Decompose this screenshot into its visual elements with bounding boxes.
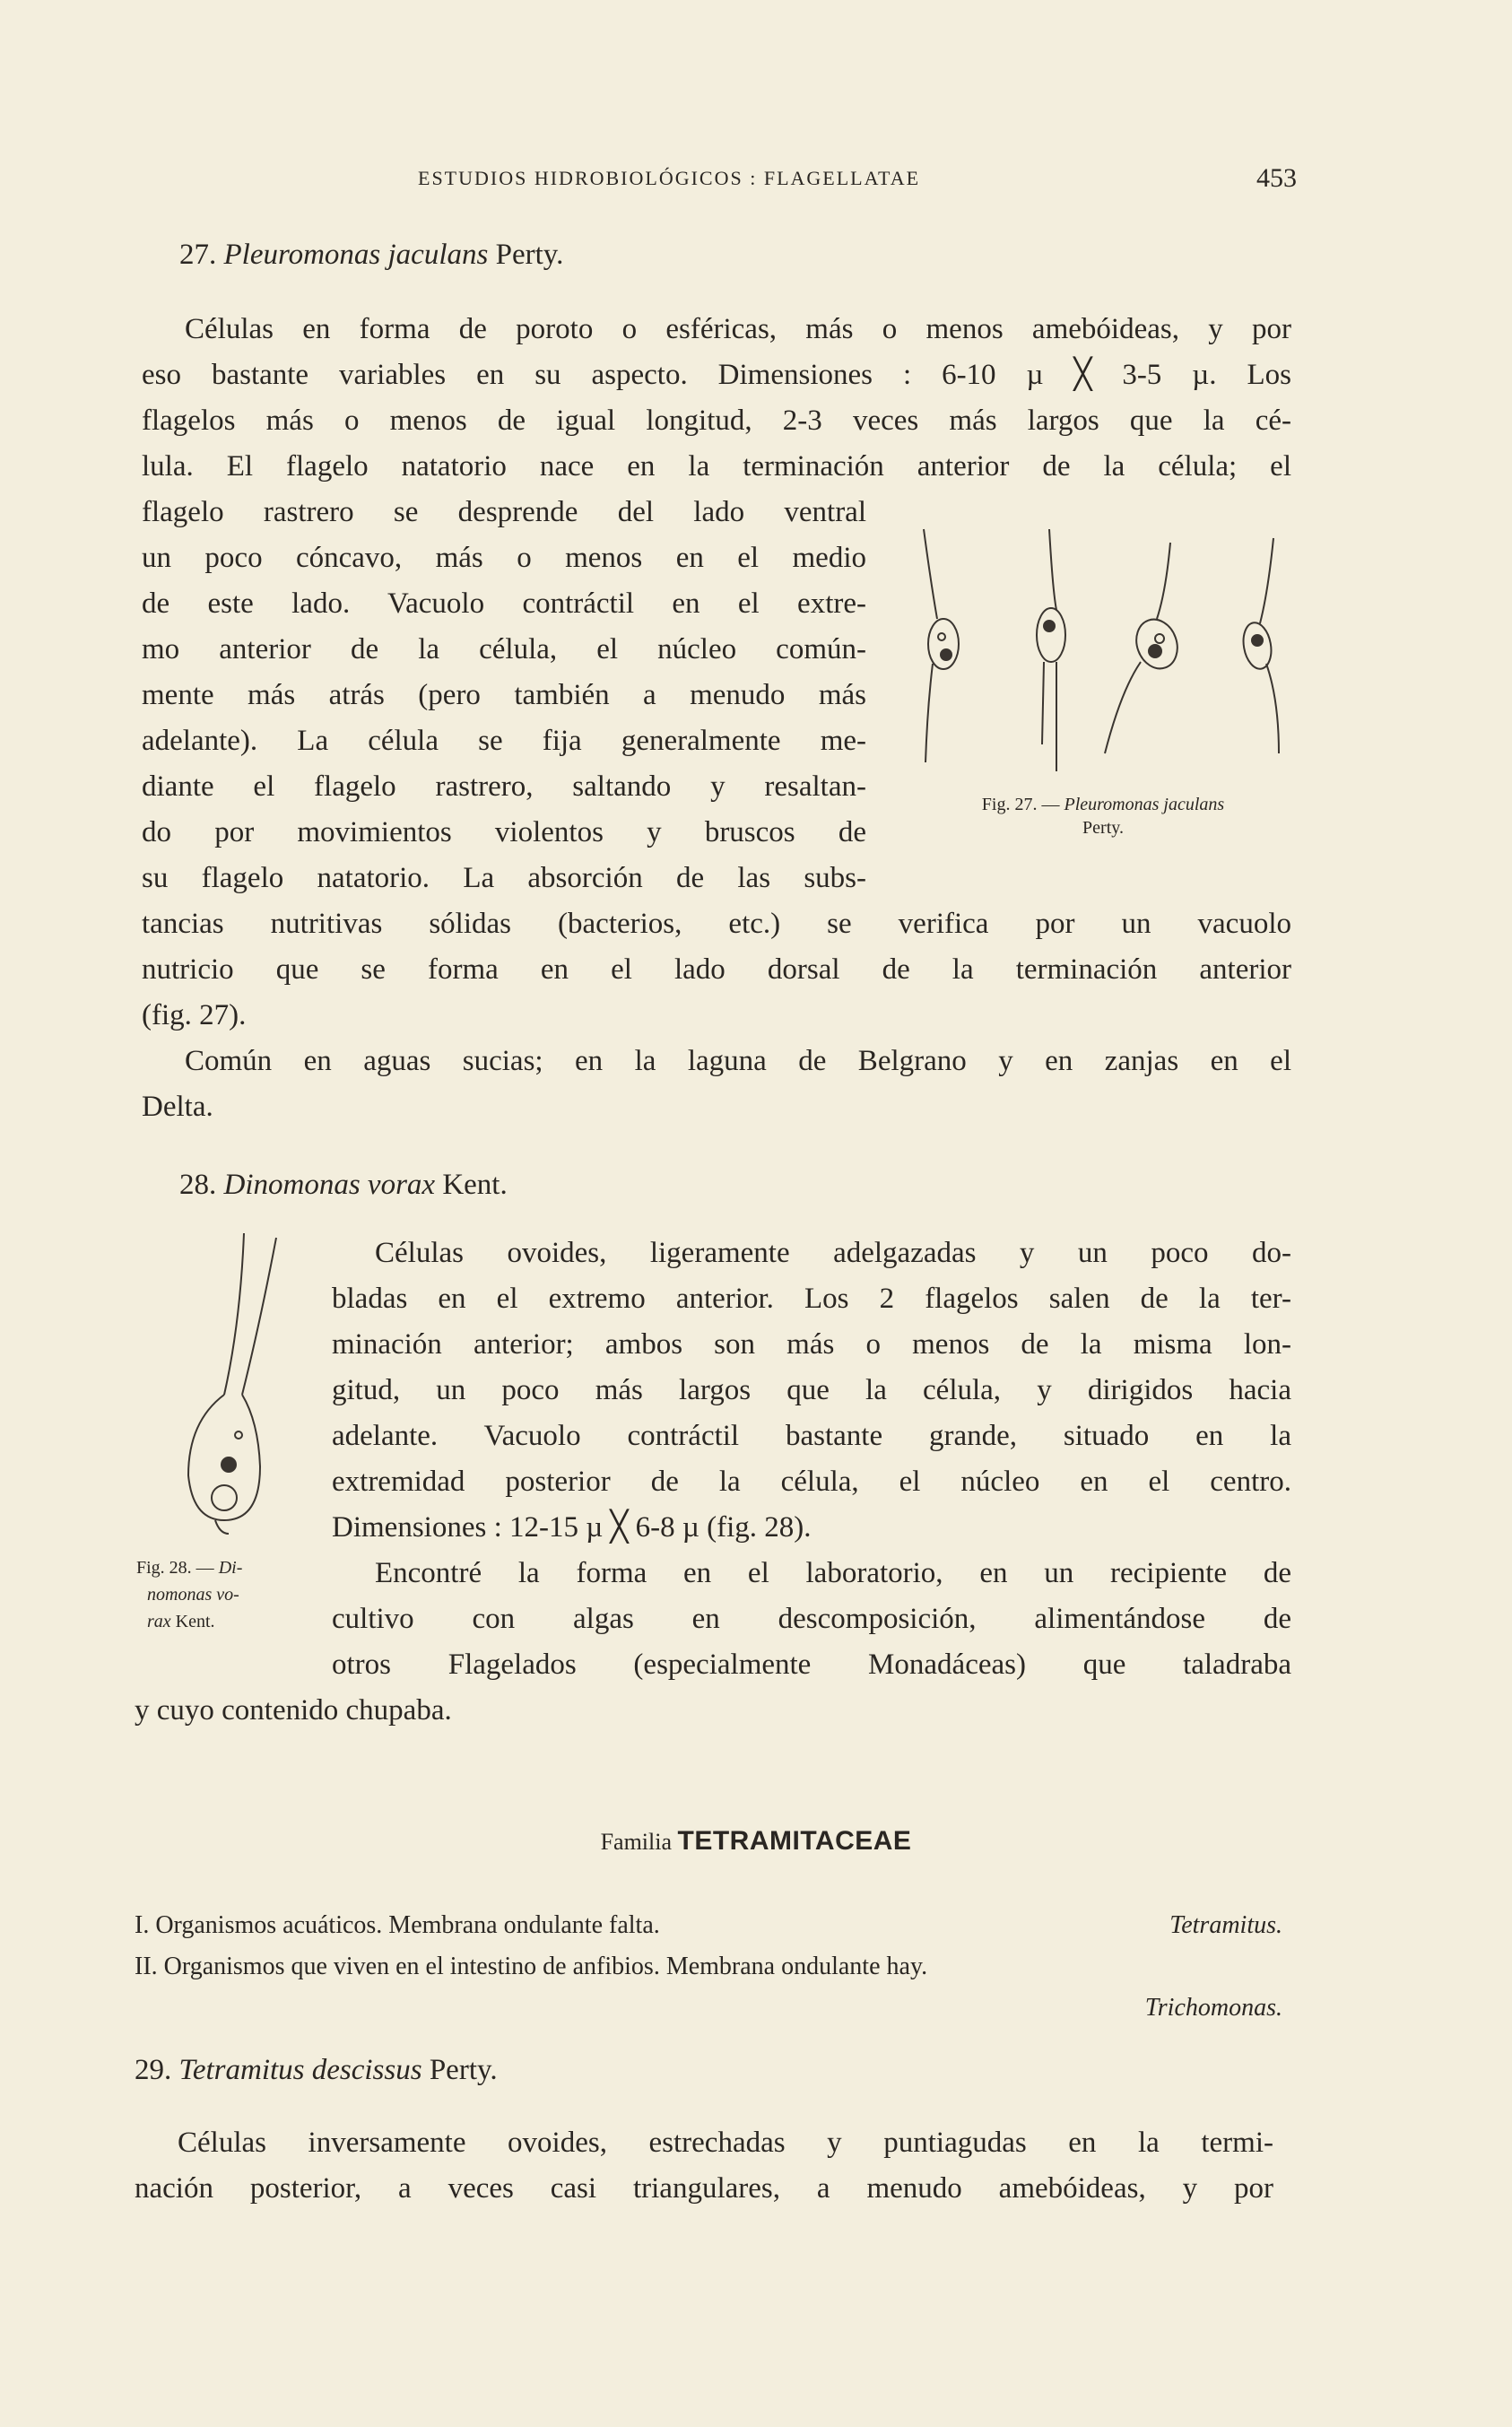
- figure-27-illustration: [906, 511, 1300, 780]
- text-line: nutricio que se forma en el lado dorsal de la terminación anterior: [142, 953, 1291, 986]
- page-header: [135, 163, 1297, 199]
- text-line: diante el flagelo rastrero, saltando y resaltan-: [142, 770, 866, 803]
- text-line: su flagelo natatorio. La absorción de las subs-: [142, 862, 866, 894]
- text-line: do por movimientos violentos y bruscos de: [142, 816, 866, 848]
- species-28-author: Kent.: [442, 1169, 508, 1201]
- text-line: eso bastante variables en su aspecto. Dimensiones : 6-10 µ ╳ 3-5 µ. Los: [142, 359, 1291, 391]
- species-27-number: 27.: [179, 239, 217, 271]
- dinomonas-drawing: [161, 1233, 305, 1547]
- species-29-title: [135, 2054, 498, 2087]
- key-row: [135, 1905, 1282, 1946]
- key-row-text: II. Organismos que viven en el intestino de anfibios. Membrana ondulante hay.: [135, 1953, 928, 1980]
- text-line: Células en forma de poroto o esféricas, más o menos amebóideas, y por: [185, 313, 1291, 345]
- key-row-genus: Tetramitus.: [1169, 1911, 1282, 1939]
- species-29-name: Tetramitus descissus: [178, 2054, 422, 2086]
- key-row: [135, 1946, 1282, 1988]
- species-28-name: Dinomonas vorax: [223, 1169, 436, 1201]
- text-line: flagelo rastrero se desprende del lado ventral: [142, 496, 866, 528]
- text-line: adelante. Vacuolo contráctil bastante grande, situado en la: [332, 1420, 1291, 1452]
- species-27-description-end: [142, 901, 1291, 1039]
- key-row-text: I. Organismos acuáticos. Membrana ondulante falta.: [135, 1911, 660, 1939]
- species-28-description: [332, 1231, 1291, 1551]
- running-head: ESTUDIOS HIDROBIOLÓGICOS : FLAGELLATAE: [418, 167, 921, 189]
- species-29-number: 29.: [135, 2054, 172, 2086]
- text-line: nación posterior, a veces casi triangulares, a menudo amebóideas, y por: [135, 2172, 1273, 2205]
- species-27-description-narrow: [142, 490, 866, 901]
- family-heading: [0, 1826, 1512, 1857]
- species-29-description: [135, 2120, 1273, 2212]
- pleuromonas-drawing: [906, 511, 1300, 780]
- figure-28-name-part-3: rax: [147, 1612, 171, 1631]
- text-line: Encontré la forma en el laboratorio, en un recipiente de: [375, 1557, 1291, 1589]
- figure-27-author: Perty.: [1082, 818, 1124, 838]
- text-line: mente más atrás (pero también a menudo más: [142, 679, 866, 711]
- text-line: adelante). La célula se fija generalmente me-: [142, 725, 866, 757]
- text-line: Células inversamente ovoides, estrechadas y puntiagudas en la termi-: [178, 2127, 1273, 2159]
- family-name: TETRAMITACEAE: [677, 1826, 912, 1856]
- text-line: bladas en el extremo anterior. Los 2 flagelos salen de la ter-: [332, 1283, 1291, 1315]
- species-27-author: Perty.: [495, 239, 564, 271]
- species-27-description-full: [142, 307, 1291, 490]
- species-29-author: Perty.: [429, 2054, 498, 2086]
- text-line: Dimensiones : 12-15 µ ╳ 6-8 µ (fig. 28).: [332, 1511, 812, 1544]
- species-28-number: 28.: [179, 1169, 217, 1201]
- text-line: lula. El flagelo natatorio nace en la terminación anterior de la célula; el: [142, 450, 1291, 483]
- species-27-habitat: [142, 1039, 1291, 1130]
- figure-28-author: Kent.: [175, 1612, 215, 1631]
- text-line: gitud, un poco más largos que la célula, y dirigidos hacia: [332, 1374, 1291, 1406]
- text-line: Común en aguas sucias; en la laguna de Belgrano y en zanjas en el: [185, 1045, 1291, 1077]
- key-row-genus: Trichomonas.: [1144, 1994, 1282, 2022]
- text-line: mo anterior de la célula, el núcleo común-: [142, 633, 866, 665]
- species-28-observation: [332, 1551, 1291, 1688]
- text-line: Delta.: [142, 1091, 213, 1123]
- figure-28-name-part-2: nomonas vo-: [147, 1585, 239, 1605]
- text-line: y cuyo contenido chupaba.: [135, 1694, 452, 1727]
- species-28-title: [179, 1169, 508, 1202]
- species-28-observation-end: [135, 1688, 1291, 1734]
- page-number: 453: [1256, 163, 1297, 193]
- figure-27-label: Fig. 27. —: [981, 795, 1060, 814]
- species-27-name: Pleuromonas jaculans: [223, 239, 489, 271]
- figure-28-name-part-1: Di-: [218, 1558, 243, 1578]
- text-line: cultivo con algas en descomposición, alimentándose de: [332, 1603, 1291, 1635]
- text-line: extremidad posterior de la célula, el núcleo en el centro.: [332, 1466, 1291, 1498]
- family-prefix: Familia: [600, 1829, 672, 1855]
- figure-28-illustration: [161, 1233, 305, 1547]
- figure-27-caption: [897, 793, 1309, 839]
- text-line: flagelos más o menos de igual longitud, 2-3 veces más largos que la cé-: [142, 404, 1291, 437]
- key-row: [135, 1988, 1282, 2029]
- text-line: otros Flagelados (especialmente Monadáceas) que taladraba: [332, 1648, 1291, 1681]
- text-line: Células ovoides, ligeramente adelgazadas y un poco do-: [375, 1237, 1291, 1269]
- text-line: (fig. 27).: [142, 999, 247, 1031]
- figure-27-name: Pleuromonas jaculans: [1064, 795, 1225, 814]
- genus-key: [135, 1905, 1282, 2029]
- text-line: de este lado. Vacuolo contráctil en el extre-: [142, 587, 866, 620]
- text-line: tancias nutritivas sólidas (bacterios, etc.) se verifica por un vacuolo: [142, 908, 1291, 940]
- figure-28-label: Fig. 28. —: [136, 1558, 214, 1578]
- species-27-title: [179, 239, 563, 272]
- figure-28-caption: [136, 1554, 316, 1635]
- text-line: un poco cóncavo, más o menos en el medio: [142, 542, 866, 574]
- text-line: minación anterior; ambos son más o menos de la misma lon-: [332, 1328, 1291, 1361]
